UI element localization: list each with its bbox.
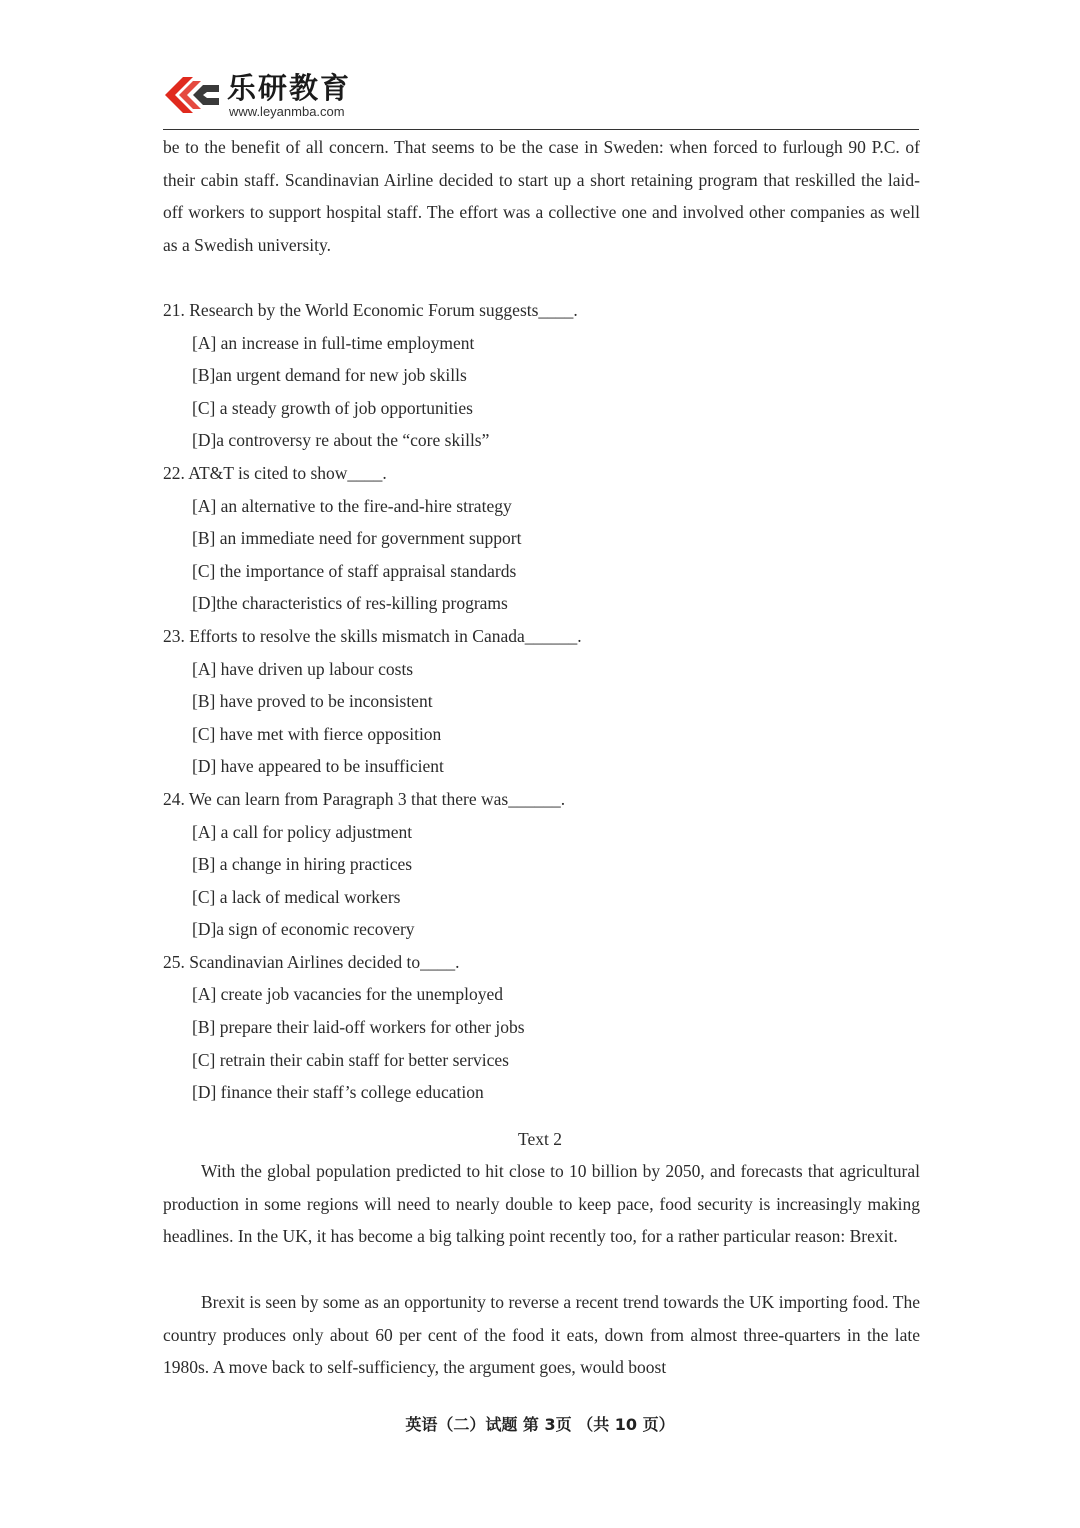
question-list — [163, 294, 920, 1109]
option-b: [B] prepare their laid-off workers for other jobs — [192, 1017, 525, 1038]
text2-paragraph-1: With the global population predicted to hit close to 10 billion by 2050, and forecasts that agricultural production in some regions will need to nearly double to keep pace, food security is increasingly making headlines. In the UK, it has become a big talking point recently too, for a rather particular reason: Brexit. — [163, 1161, 920, 1247]
option-b: [B]an urgent demand for new job skills — [192, 365, 467, 386]
question-stem: 22. AT&T is cited to show____. — [163, 462, 387, 483]
option-d: [D]the characteristics of res-killing programs — [192, 593, 508, 614]
option-d: [D]a controversy re about the “core skills” — [192, 430, 490, 451]
question-stem: 23. Efforts to resolve the skills mismatch in Canada______. — [163, 625, 582, 646]
question-stem: 24. We can learn from Paragraph 3 that there was______. — [163, 788, 566, 809]
option-a: [A] have driven up labour costs — [192, 658, 414, 679]
text2-paragraph-2: Brexit is seen by some as an opportunity to reverse a recent trend towards the UK importing food. The country produces only about 60 per cent of the food it eats, down from almost three-quarters in the late 1980s. A move back to self-sufficiency, the argument goes, would boost — [163, 1292, 920, 1378]
page-header — [163, 70, 919, 130]
question-24 — [163, 783, 920, 946]
option-a: [A] a call for policy adjustment — [192, 821, 413, 842]
option-a: [A] create job vacancies for the unemployed — [192, 984, 503, 1005]
option-d: [D] have appeared to be insufficient — [192, 756, 444, 777]
option-b: [B] a change in hiring practices — [192, 854, 413, 875]
option-b: [B] an immediate need for government support — [192, 528, 522, 549]
option-a: [A] an increase in full-time employment — [192, 332, 475, 353]
option-c: [C] the importance of staff appraisal standards — [192, 560, 517, 581]
question-25 — [163, 946, 920, 1109]
option-c: [C] a lack of medical workers — [192, 886, 401, 907]
page-footer: 英语（二）试题 第 3页 （共 10 页） — [405, 1415, 675, 1434]
option-c: [C] have met with fierce opposition — [192, 723, 442, 744]
option-c: [C] a steady growth of job opportunities — [192, 397, 473, 418]
brand-url: www.leyanmba.com — [229, 104, 345, 119]
option-d: [D] finance their staff’s college education — [192, 1082, 484, 1103]
question-21 — [163, 294, 920, 457]
section-title: Text 2 — [518, 1129, 562, 1149]
option-d: [D]a sign of economic recovery — [192, 919, 415, 940]
leyan-logo-icon — [163, 72, 221, 118]
header-divider — [163, 129, 919, 130]
option-b: [B] have proved to be inconsistent — [192, 691, 433, 712]
question-23 — [163, 620, 920, 783]
intro-paragraph: be to the benefit of all concern. That seems to be the case in Sweden: when forced to furlough 90 P.C. of their cabin staff. Scandinavian Airline decided to start up a short retaining program that reskilled the laid-off workers to support hospital staff. The effort was a collective one and involved other companies as well as a Swedish university. — [163, 137, 920, 255]
question-stem: 21. Research by the World Economic Forum suggests____. — [163, 300, 578, 320]
option-c: [C] retrain their cabin staff for better services — [192, 1049, 509, 1070]
brand-name: 乐研教育 — [227, 71, 352, 105]
option-a: [A] an alternative to the fire-and-hire strategy — [192, 495, 512, 516]
question-stem: 25. Scandinavian Airlines decided to____. — [163, 951, 460, 972]
question-22 — [163, 457, 920, 620]
